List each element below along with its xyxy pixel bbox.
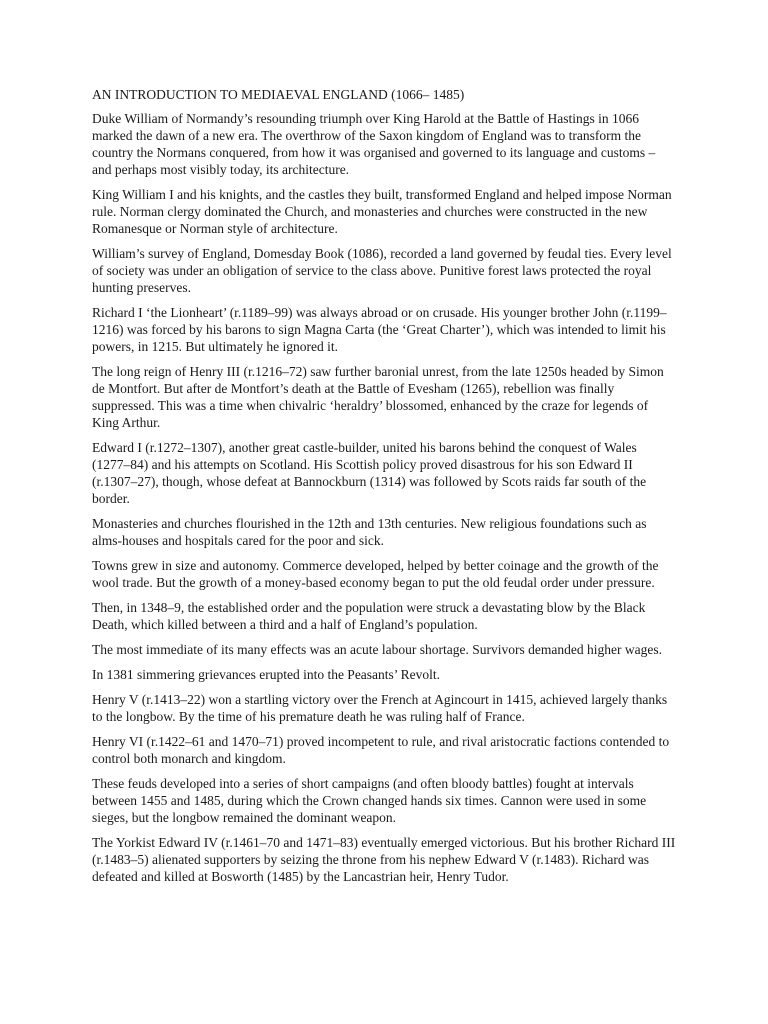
paragraph-6: Edward I (r.1272–1307), another great castle-builder, united his barons behind the conquest of Wales (1277–84) and his attempts on Scotland. His Scottish policy proved disastrous for his son Edward II (r.1307–27), though, whose defeat at Bannockburn (1314) was followed by Scots raids far south of the border.: [92, 440, 647, 506]
paragraph-12: Henry V (r.1413–22) won a startling victory over the French at Agincourt in 1415, achieved largely thanks to the longbow. By the time of his premature death he was ruling half of France.: [92, 692, 668, 724]
paragraph-8: Towns grew in size and autonomy. Commerce developed, helped by better coinage and the growth of the wool trade. But the growth of a money-based economy began to put the old feudal order under pressure.: [92, 558, 659, 590]
paragraph-3: William’s survey of England, Domesday Book (1086), recorded a land governed by feudal ties. Every level of society was under an obligation of service to the class above. Punitive forest laws protected the royal hunting preserves.: [92, 246, 672, 295]
paragraph-7: Monasteries and churches flourished in the 12th and 13th centuries. New religious foundations such as alms-houses and hospitals cared for the poor and sick.: [92, 516, 647, 548]
paragraph-14: These feuds developed into a series of short campaigns (and often bloody battles) fought at intervals between 1455 and 1485, during which the Crown changed hands six times. Cannon were used in some sieges, but the longbow remained the dominant weapon.: [92, 776, 647, 825]
paragraph-13: Henry VI (r.1422–61 and 1470–71) proved incompetent to rule, and rival aristocratic factions contended to control both monarch and kingdom.: [92, 734, 670, 766]
paragraph-10: The most immediate of its many effects was an acute labour shortage. Survivors demanded higher wages.: [92, 642, 662, 657]
paragraph-1: Duke William of Normandy’s resounding triumph over King Harold at the Battle of Hastings in 1066 marked the dawn of a new era. The overthrow of the Saxon kingdom of England was to transform the country the Normans conquered, from how it was organised and governed to its language and customs – and perhaps most visibly today, its architecture.: [92, 111, 656, 177]
paragraph-9: Then, in 1348–9, the established order and the population were struck a devastating blow by the Black Death, which killed between a third and a half of England’s population.: [92, 600, 646, 632]
paragraph-11: In 1381 simmering grievances erupted into the Peasants’ Revolt.: [92, 667, 441, 682]
paragraph-15: The Yorkist Edward IV (r.1461–70 and 1471–83) eventually emerged victorious. But his brother Richard III (r.1483–5) alienated supporters by seizing the throne from his nephew Edward V (r.1483). Richard was defeated and killed at Bosworth (1485) by the Lancastrian heir, Henry Tudor.: [92, 835, 676, 884]
paragraph-2: King William I and his knights, and the castles they built, transformed England and helped impose Norman rule. Norman clergy dominated the Church, and monasteries and churches were constructed in the new Romanesque or Norman style of architecture.: [92, 187, 672, 236]
paragraph-4: Richard I ‘the Lionheart’ (r.1189–99) was always abroad or on crusade. His younger brother John (r.1199–1216) was forced by his barons to sign Magna Carta (the ‘Great Charter’), which was intended to limit his powers, in 1215. But ultimately he ignored it.: [92, 305, 667, 354]
document-page: [92, 86, 676, 893]
document-title: AN INTRODUCTION TO MEDIAEVAL ENGLAND (1066– 1485): [92, 87, 465, 102]
paragraph-5: The long reign of Henry III (r.1216–72) saw further baronial unrest, from the late 1250s headed by Simon de Montfort. But after de Montfort’s death at the Battle of Evesham (1265), rebellion was finally suppressed. This was a time when chivalric ‘heraldry’ blossomed, enhanced by the craze for legends of King Arthur.: [92, 364, 664, 430]
